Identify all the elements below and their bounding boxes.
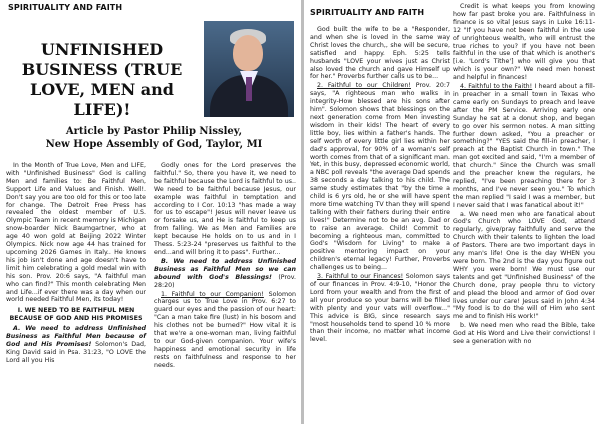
point-label: 1. Faithful to our Companion! <box>161 290 264 298</box>
column-2 <box>154 162 296 420</box>
paragraph <box>310 82 450 272</box>
paragraph: Godly ones for the Lord preserves the faithful." So, there you have it, we need to be faithful because the Lord is faithful to us.. We need to be faithful because Jesus, our example was faithful in temptation and according to I Cor. 10:13 "has made a way for us to escape"! Jesus will never leave us or forsake us, and He is faithful to keep us from falling. We as Men and Families are kept because He holds on to us and in I Thess. 5:23-24 "preserves us faithful to the end...and will bring it to pass". Further... <box>154 162 296 256</box>
paragraph <box>6 325 146 365</box>
byline <box>10 125 298 151</box>
paragraph: In the Month of True Love, Men and LIFE, with "Unfinished Business" God is calling Men and families to: Be Faithful Men, Support Life and Values and Finish. Well!. Don't say you are too old for this or too late for change. The Detroit Free Press has revealed the oldest member of U.S. Olympic Team in recent memory is Michigan snow-boarder Nick Baumgartner, who at age 40 won gold at Beijing 2022 Winter Olympics. Nick now age 44 has trained for upcoming 2026 Games in Italy.. He knows his job isn't done and age doesn't have to limit him celebrating a gold medal win with his son. Prov. 20:6 says, "A faithful man who can find?" This month celebrating Men and Life...if ever there was a day when our world needed Faithful Men, its today! <box>6 162 146 304</box>
paragraph: Credit is what keeps you from knowing how far past broke you are. Faithfulness in finance is so vital Jesus says in Luke 16:11-12 "If you have not been faithful in the use of unrighteous wealth, who will entrust the true riches to you? If you have not been faithful in the use of that which is another's [i.e. 'Lord's Tithe'] who will give you that which is your own?" We need men honest and helpful in finances! <box>453 3 595 82</box>
paragraph: b. We need men who read the Bible, take God at His Word and Live their convictions! I see a generation with no <box>453 322 595 346</box>
paragraph: a. We need men who are fanatical about God's Church who LOVE God, attend regularly, give/pray faithfully and serve the Church with their talents to lighten the load of Pastors. There are two important days in any man's life! One is the day WHEN you were born. The 2nd is the day you figure out WHY you were born! We must use our talents and get "Unfinished Business" of the Church done, pray people thru to victory and plead the blood and armor of God over lives under our care! Jesus said in John 4:34 "My food is to do the will of Him who sent me and to finish His work!" <box>453 210 595 321</box>
section-heading: I. WE NEED TO BE FAITHFUL MEN BECAUSE OF GOD AND HIS PROMISES <box>9 307 143 323</box>
paragraph-text: Solomon charges us to True Love in Prov. 6:27 to guard our eyes and the passion of our heart: "Can a man take fire (lust) in his bosom and his clothes not be burned?" How vital it is that we're a one-woman man, living faithful to our God-given companion. Your wife's happiness and emotional security in life rests on faithfulness and response to her needs. <box>154 290 296 369</box>
paragraph: God built the wife to be a "Responder, and when she is loved in the same way Christ loves the church,, she will be secure, satisfied and happy. Eph. 5:25 tells husbands "LOVE your wives just as Christ also loved the church and gave Himself up for her." Proverbs further calls us to be... <box>310 26 450 81</box>
subheading: A. We need to address Unfinished Business as Faithful Men because of God and His Promises! <box>6 325 146 348</box>
point-label: 4. Faithful to the Faith! <box>460 83 533 91</box>
subheading: B. We need to address Unfinished Business as Faithful Men so we can abound with God's Blessings! <box>154 257 296 281</box>
paragraph <box>310 273 450 344</box>
page-header: SPIRITUALITY AND FAITH <box>310 8 425 17</box>
paragraph-text: Solomon's Dad, King David said in Psa. 31:23, "O LOVE the Lord all you His <box>6 340 146 364</box>
column-3 <box>310 26 450 420</box>
page-header: SPIRITUALITY AND FAITH <box>8 3 123 12</box>
point-label: 2. Faithful to our Children! <box>317 82 411 90</box>
author-photo <box>204 21 294 117</box>
paragraph <box>453 83 595 210</box>
paragraph <box>154 258 296 290</box>
point-label: 3. Faithful to our Finances! <box>317 273 404 281</box>
byline-church: New Hope Assembly of God, Taylor, MI <box>45 139 263 150</box>
paragraph <box>154 291 296 370</box>
column-4 <box>453 3 595 421</box>
paragraph-text: Solomon says of our finances in Prov. 4:9-10, "Honor the Lord from your wealth and from the first of all your produce so your barns will be filled with plenty and your vats will overflow..." This advice is BIG, since research says "most households tend to spend 10 % more than their income, no matter what income level. <box>310 273 450 344</box>
scripture-reference: (Prov. 28:20) <box>154 273 296 289</box>
paragraph-text: I heard about a fill-in preacher in a small town in Texas who came early on Sundays to preach and leave after the PM Service. Arriving early one Sunday he sat at a donut shop, and began to go over his sermon notes. A man sitting further down asked, "You a preacher or something?" "YES said the fill-in preacher, I preach at the Baptist Church in town." The man got excited and said, "I'm a member of that church." Since the Church was small and the preacher knew the regulars, he replied, "I've been preaching there for 3 months, and I've never seen you." To which the man replied "I said I was a member, but I never said that I was fanatical about it!" <box>453 83 596 209</box>
paragraph-text: Prov. 20:7 says, "A righteous man who walks in integrity-How blessed are his sons after him". Solomon shows that blessings on the next generation come from Men investing wisdom in their kids! The heart of every little boy, lies within a father's hands. The self worth of every little girl lies within her dad's approval, for 90% of a woman's self worth comes from that of a significant man. Yet, in this busy, depressed economic world, a NBC poll reveals "the average Dad spends 38 seconds a day talking to his child. The same study estimates that "by the time a child is 6 yrs old, he or she will have spent more time watching TV than they will spend talking with their fathers during their entire lives!" Determine not to be an avg. Dad or to raise an average. Child! Commit to becoming a righteous man, committed to God's "Wisdom for Living" to make a positive mentoring impact on your children's eternal legacy! Further, Proverbs challenges us to being... <box>310 82 450 272</box>
column-1 <box>6 162 146 420</box>
right-page <box>304 0 600 424</box>
article-title: UNFINISHED BUSINESS (TRUE LOVE, MEN and LIFE)! <box>21 40 183 119</box>
byline-author: Article by Pastor Philip Nissley, <box>65 126 243 137</box>
